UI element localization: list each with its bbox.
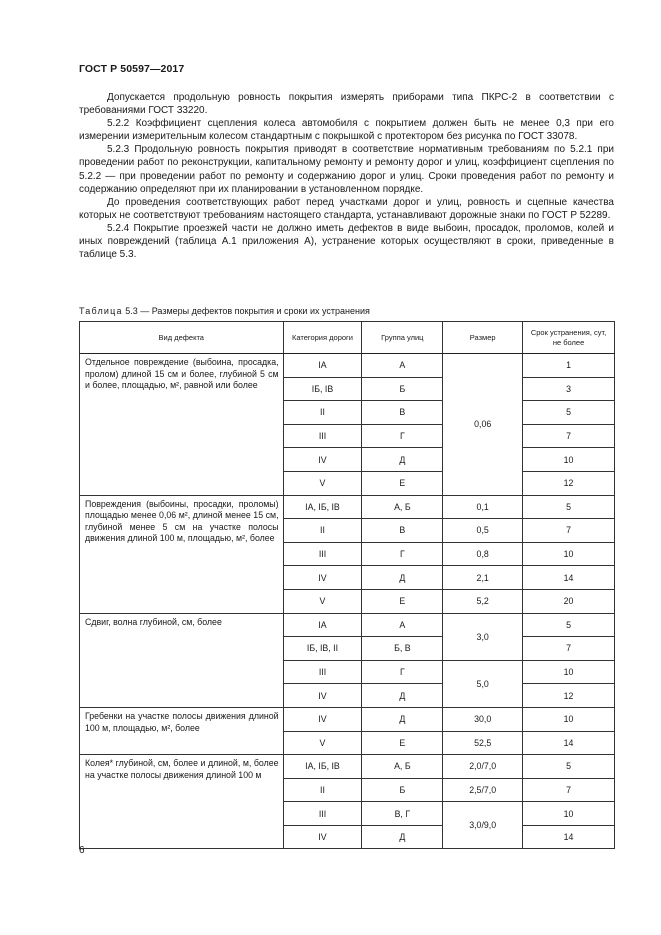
defect-size: 3,0 bbox=[443, 613, 523, 660]
table-row bbox=[80, 354, 615, 378]
street-group: В bbox=[362, 401, 443, 425]
table-row bbox=[80, 495, 615, 519]
defect-size: 5,0 bbox=[443, 660, 523, 707]
defect-size: 0,8 bbox=[443, 542, 523, 566]
column-header: Размер bbox=[443, 322, 523, 354]
repair-term: 10 bbox=[523, 707, 615, 731]
street-group: Г bbox=[362, 424, 443, 448]
repair-term: 10 bbox=[523, 660, 615, 684]
road-category: IБ, IВ bbox=[283, 377, 362, 401]
road-category: III bbox=[283, 424, 362, 448]
repair-term: 12 bbox=[523, 471, 615, 495]
column-header: Срок устранения, сут, не более bbox=[523, 322, 615, 354]
road-category: IV bbox=[283, 825, 362, 849]
defect-size: 0,5 bbox=[443, 519, 523, 543]
repair-term: 5 bbox=[523, 613, 615, 637]
repair-term: 7 bbox=[523, 637, 615, 661]
road-category: V bbox=[283, 471, 362, 495]
street-group: Г bbox=[362, 542, 443, 566]
street-group: Б bbox=[362, 377, 443, 401]
paragraph: 5.2.4 Покрытие проезжей части не должно иметь дефектов в виде выбоин, просадок, проломов, колей и иных повреждений (таблица А.1 приложения А), устранение которых осуществляют в сроки, приведенные в таблице 5.3. bbox=[79, 222, 614, 261]
table-caption bbox=[79, 306, 370, 316]
page-number: 6 bbox=[79, 845, 85, 856]
defect-size: 0,1 bbox=[443, 495, 523, 519]
street-group: А bbox=[362, 354, 443, 378]
road-category: III bbox=[283, 542, 362, 566]
table-caption-label: Таблица bbox=[79, 306, 123, 316]
body-text bbox=[79, 91, 614, 261]
repair-term: 10 bbox=[523, 542, 615, 566]
column-header: Категория дороги bbox=[283, 322, 362, 354]
repair-term: 7 bbox=[523, 778, 615, 802]
road-category: IБ, IВ, II bbox=[283, 637, 362, 661]
repair-term: 14 bbox=[523, 825, 615, 849]
road-category: IА, IБ, IВ bbox=[283, 495, 362, 519]
road-category: IV bbox=[283, 707, 362, 731]
table-row bbox=[80, 707, 615, 731]
repair-term: 20 bbox=[523, 589, 615, 613]
road-category: IV bbox=[283, 684, 362, 708]
repair-term: 10 bbox=[523, 802, 615, 826]
defect-size: 0,06 bbox=[443, 354, 523, 496]
table-header-row bbox=[80, 322, 615, 354]
street-group: Б, В bbox=[362, 637, 443, 661]
defects-table bbox=[79, 321, 615, 849]
table-row bbox=[80, 755, 615, 779]
street-group: В, Г bbox=[362, 802, 443, 826]
road-category: IV bbox=[283, 448, 362, 472]
repair-term: 14 bbox=[523, 731, 615, 755]
road-category: IА, IБ, IВ bbox=[283, 755, 362, 779]
road-category: IА bbox=[283, 613, 362, 637]
table-row bbox=[80, 613, 615, 637]
street-group: Б bbox=[362, 778, 443, 802]
repair-term: 5 bbox=[523, 495, 615, 519]
paragraph: 5.2.3 Продольную ровность покрытия приводят в соответствие нормативным требованиям по 5.2.1 при проведении работ по реконструкции, капитальному ремонту и ремонту дорог и улиц, коэффициент сцепления по 5.2.2 — при проведении работ по ремонту и содержанию дорог и улиц. Сроки проведения работ по ремонту и содержанию определяют при их планировании в установленном порядке. bbox=[79, 144, 614, 195]
street-group: Е bbox=[362, 589, 443, 613]
road-category: III bbox=[283, 660, 362, 684]
road-category: V bbox=[283, 731, 362, 755]
defect-description: Гребенки на участке полосы движения длиной 100 м, площадью, м², более bbox=[80, 707, 284, 754]
repair-term: 7 bbox=[523, 519, 615, 543]
road-category: III bbox=[283, 802, 362, 826]
defect-description: Сдвиг, волна глубиной, см, более bbox=[80, 613, 284, 707]
paragraph: До проведения соответствующих работ перед участками дорог и улиц, ровность и сцепные качества которых не соответствуют требованиям настоящего стандарта, устанавливают дорожные знаки по ГОСТ Р 52289. bbox=[79, 196, 614, 221]
table-caption-text: 5.3 — Размеры дефектов покрытия и сроки их устранения bbox=[122, 306, 370, 316]
document-header: ГОСТ Р 50597—2017 bbox=[79, 63, 185, 75]
repair-term: 12 bbox=[523, 684, 615, 708]
table-body bbox=[80, 354, 615, 849]
street-group: А bbox=[362, 613, 443, 637]
defect-description: Колея* глубиной, см, более и длиной, м, более на участке полосы движения длиной 100 м bbox=[80, 755, 284, 849]
repair-term: 5 bbox=[523, 401, 615, 425]
street-group: Д bbox=[362, 448, 443, 472]
paragraph: 5.2.2 Коэффициент сцепления колеса автомобиля с покрытием должен быть не менее 0,3 при его измерении измерительным колесом стандартным с покрышкой с протектором без рисунка по ГОСТ 33078. bbox=[79, 118, 614, 143]
street-group: Д bbox=[362, 566, 443, 590]
repair-term: 3 bbox=[523, 377, 615, 401]
defect-size: 2,5/7,0 bbox=[443, 778, 523, 802]
defect-size: 2,0/7,0 bbox=[443, 755, 523, 779]
defect-description: Повреждения (выбоины, просадки, проломы) площадью менее 0,06 м², длиной менее 15 см, глубиной менее 5 см на участке полосы движения длиной 100 м, площадью, м², более bbox=[80, 495, 284, 613]
defect-size: 5,2 bbox=[443, 589, 523, 613]
repair-term: 5 bbox=[523, 755, 615, 779]
road-category: II bbox=[283, 778, 362, 802]
column-header: Вид дефекта bbox=[80, 322, 284, 354]
street-group: В bbox=[362, 519, 443, 543]
road-category: IV bbox=[283, 566, 362, 590]
road-category: II bbox=[283, 401, 362, 425]
repair-term: 7 bbox=[523, 424, 615, 448]
defect-size: 30,0 bbox=[443, 707, 523, 731]
street-group: А, Б bbox=[362, 755, 443, 779]
street-group: Е bbox=[362, 471, 443, 495]
road-category: V bbox=[283, 589, 362, 613]
street-group: Д bbox=[362, 707, 443, 731]
road-category: II bbox=[283, 519, 362, 543]
street-group: А, Б bbox=[362, 495, 443, 519]
defect-description: Отдельное повреждение (выбоина, просадка, пролом) длиной 15 см и более, глубиной 5 см и более, площадью, м², равной или более bbox=[80, 354, 284, 496]
defect-size: 2,1 bbox=[443, 566, 523, 590]
column-header: Группа улиц bbox=[362, 322, 443, 354]
defect-size: 52,5 bbox=[443, 731, 523, 755]
street-group: Д bbox=[362, 684, 443, 708]
street-group: Д bbox=[362, 825, 443, 849]
repair-term: 10 bbox=[523, 448, 615, 472]
repair-term: 1 bbox=[523, 354, 615, 378]
street-group: Е bbox=[362, 731, 443, 755]
road-category: IА bbox=[283, 354, 362, 378]
street-group: Г bbox=[362, 660, 443, 684]
repair-term: 14 bbox=[523, 566, 615, 590]
defect-size: 3,0/9,0 bbox=[443, 802, 523, 849]
paragraph: Допускается продольную ровность покрытия измерять приборами типа ПКРС-2 в соответствии с требованиями ГОСТ 33220. bbox=[79, 92, 614, 117]
